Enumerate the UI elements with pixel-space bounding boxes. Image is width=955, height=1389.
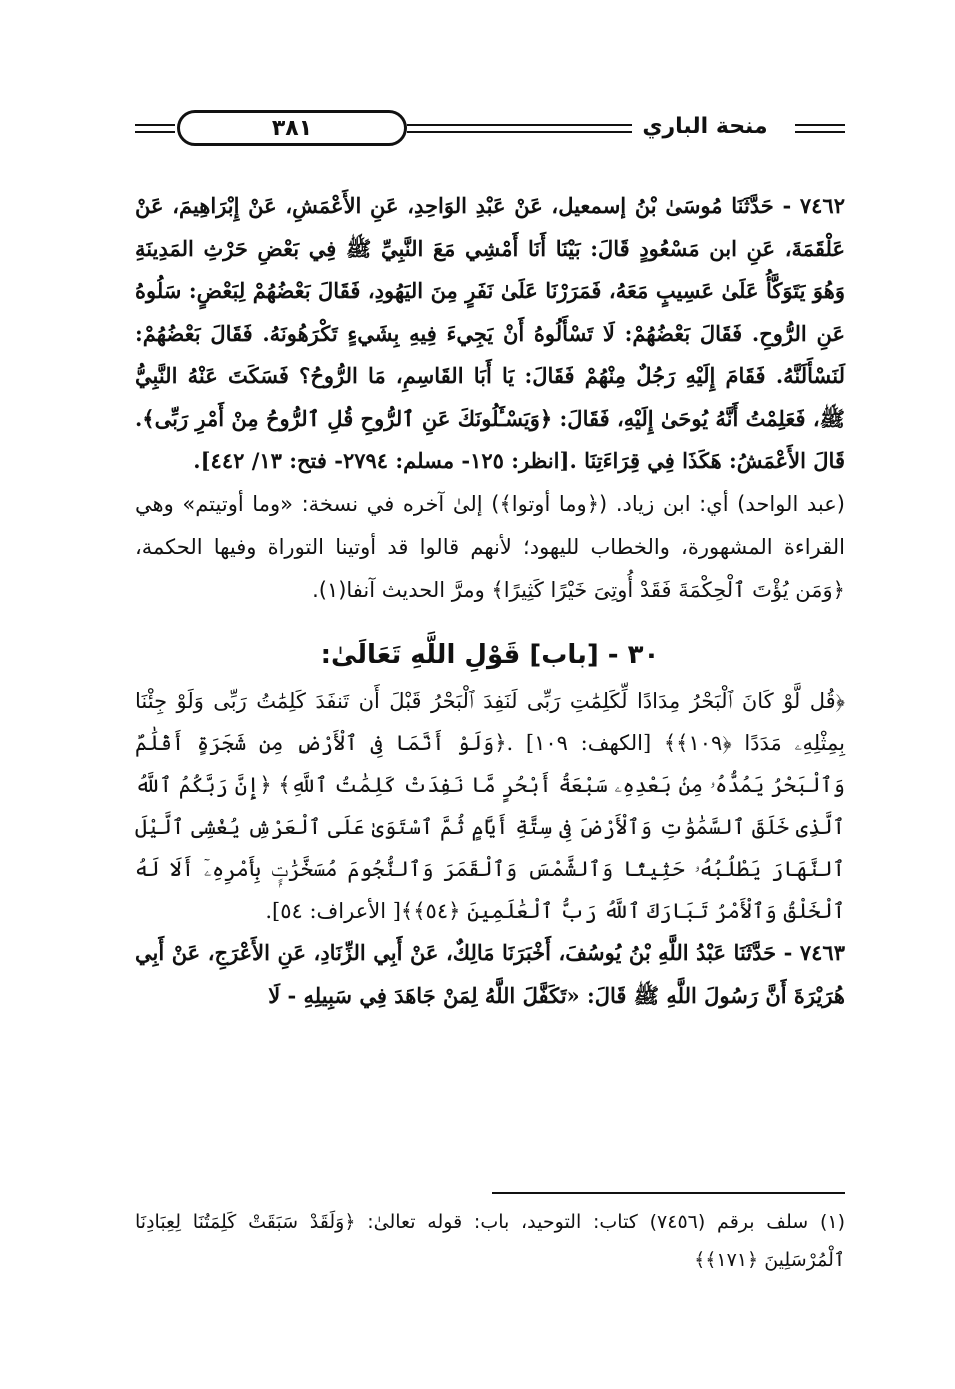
page-number-frame: [177, 110, 407, 146]
footnote-divider: [492, 1192, 845, 1194]
hadith-paragraph: ٧٤٦٢ - حَدَّثَنَا مُوسَىٰ بْنُ إسمعيل، عَنْ عَبْدِ الوَاحِدِ، عَنِ الأَعْمَشِ، عَنْ إِبْرَاهِيمَ، عَنْ عَلْقَمَةَ، عَنِ ابن مَسْعُودٍ قَالَ: بَيْنَا أَنَا أَمْشِي مَعَ النَّبِيِّ ﷺ فِي بَعْضِ حَرْثِ المَدِينَةِ وَهُوَ يَتَوَكَّأُ عَلَىٰ عَسِيبٍ مَعَهُ، فَمَرَرْنَا عَلَىٰ نَفَرٍ مِنَ اليَهُودِ، فَقَالَ بَعْضُهُمْ لِبَعْضٍ: سَلُوهُ عَنِ الرُّوحِ. فَقَالَ بَعْضُهُمْ: لَا تَسْأَلُوهُ أَنْ يَجِيءَ فِيهِ بِشَيءٍ تَكْرَهُونَهُ. فَقَالَ بَعْضُهُمْ: لَنَسْأَلَنَّهُ. فَقَامَ إِلَيْهِ رَجُلٌ مِنْهُمْ فَقَالَ: يَا أَبَا القَاسِمِ، مَا الرُّوحُ؟ فَسَكَتَ عَنْهُ النَّبِيُّ ﷺ، فَعَلِمْتُ أَنَّهُ يُوحَىٰ إِلَيْهِ، فَقَالَ: ﴿وَيَسْـَٔلُونَكَ عَنِ ٱلرُّوحِ قُلِ ٱلرُّوحُ مِنْ أَمْرِ رَبِّى﴾. قَالَ الأَعْمَشُ: هَكَذَا فِي قِرَاءَتِنَا .[انظر: ١٢٥- مسلم: ٢٧٩٤- فتح: ١٣/ ٤٤٢].: [135, 193, 845, 473]
header-rule: [407, 131, 632, 133]
page-number: ٣٨١: [271, 115, 313, 141]
header-rule: [407, 124, 632, 126]
page-body: [135, 185, 845, 1017]
page-header: [135, 100, 845, 160]
hadith-paragraph: ٧٤٦٣ - حَدَّثَنَا عَبْدُ اللَّهِ بْنُ يُوسُفَ، أَخْبَرَنَا مَالِكٌ، عَنْ أَبِي الزِّنَادِ، عَنِ الأَعْرَجِ، عَنْ أَبِي هُرَيْرَةَ أَنَّ رَسُولَ اللَّهِ ﷺ قَالَ: «تَكَفَّلَ اللَّهُ لِمَنْ جَاهَدَ فِي سَبِيلِهِ - لَا: [135, 940, 845, 1008]
header-rule: [795, 124, 845, 126]
footnote: (١) سلف برقم (٧٤٥٦) كتاب: التوحيد، باب: قوله تعالىٰ: ﴿وَلَقَدْ سَبَقَتْ كَلِمَتُنَا لِعِبَادِنَا ٱلْمُرْسَلِينَ ﴿١٧١﴾﴾: [135, 1211, 846, 1271]
header-rule: [135, 131, 175, 133]
header-rule: [135, 124, 175, 126]
commentary-paragraph: (عبد الواحد) أي: ابن زياد. (﴿وما أوتوا﴾) إلىٰ آخره في نسخة: «وما أوتيتم» وهي القراءة المشهورة، والخطاب لليهود؛ لأنهم قالوا قد أوتينا التوراة وفيها الحكمة، ﴿وَمَن يُؤْتَ ٱلْحِكْمَةَ فَقَدْ أُوتِىَ خَيْرًا كَثِيرًا﴾ ومرَّ الحديث آنفا(١).: [135, 491, 845, 602]
header-rule: [795, 131, 845, 133]
quran-verses: ﴿قُل لَّوْ كَانَ ٱلْبَحْرُ مِدَادًا لِّكَلِمَٰتِ رَبِّى لَنَفِدَ ٱلْبَحْرُ قَبْلَ أَن تَنفَدَ كَلِمَٰتُ رَبِّى وَلَوْ جِئْنَا بِمِثْلِهِۦ مَدَدًا ﴿١٠٩﴾﴾ [الكهف: ١٠٩] .﴿وَلَوْ أَنَّمَا فِى ٱلْأَرْضِ مِن شَجَرَةٍ أَقْلَٰمٌ وَٱلْبَحْرُ يَمُدُّهُۥ مِنۢ بَعْدِهِۦ سَبْعَةُ أَبْحُرٍ مَّا نَفِدَتْ كَلِمَٰتُ ٱللَّهِ﴾ ﴿إِنَّ رَبَّكُمُ ٱللَّهُ ٱلَّذِى خَلَقَ ٱلسَّمَٰوَٰتِ وَٱلْأَرْضَ فِى سِتَّةِ أَيَّامٍ ثُمَّ ٱسْتَوَىٰ عَلَى ٱلْعَرْشِ يُغْشِى ٱلَّيْلَ ٱلنَّهَارَ يَطْلُبُهُۥ حَثِيثًا وَٱلشَّمْسَ وَٱلْقَمَرَ وَٱلنُّجُومَ مُسَخَّرَٰتٍۭ بِأَمْرِهِۦٓ أَلَا لَهُ ٱلْخَلْقُ وَٱلْأَمْرُ تَبَارَكَ ٱللَّهُ رَبُّ ٱلْعَٰلَمِينَ ﴿٥٤﴾﴾[ الأعراف: ٥٤].: [135, 689, 845, 923]
book-title: منحة الباري: [642, 114, 768, 139]
chapter-heading: ٣٠ - [باب] قَوْلِ اللَّهِ تَعَالَىٰ:: [320, 639, 660, 670]
